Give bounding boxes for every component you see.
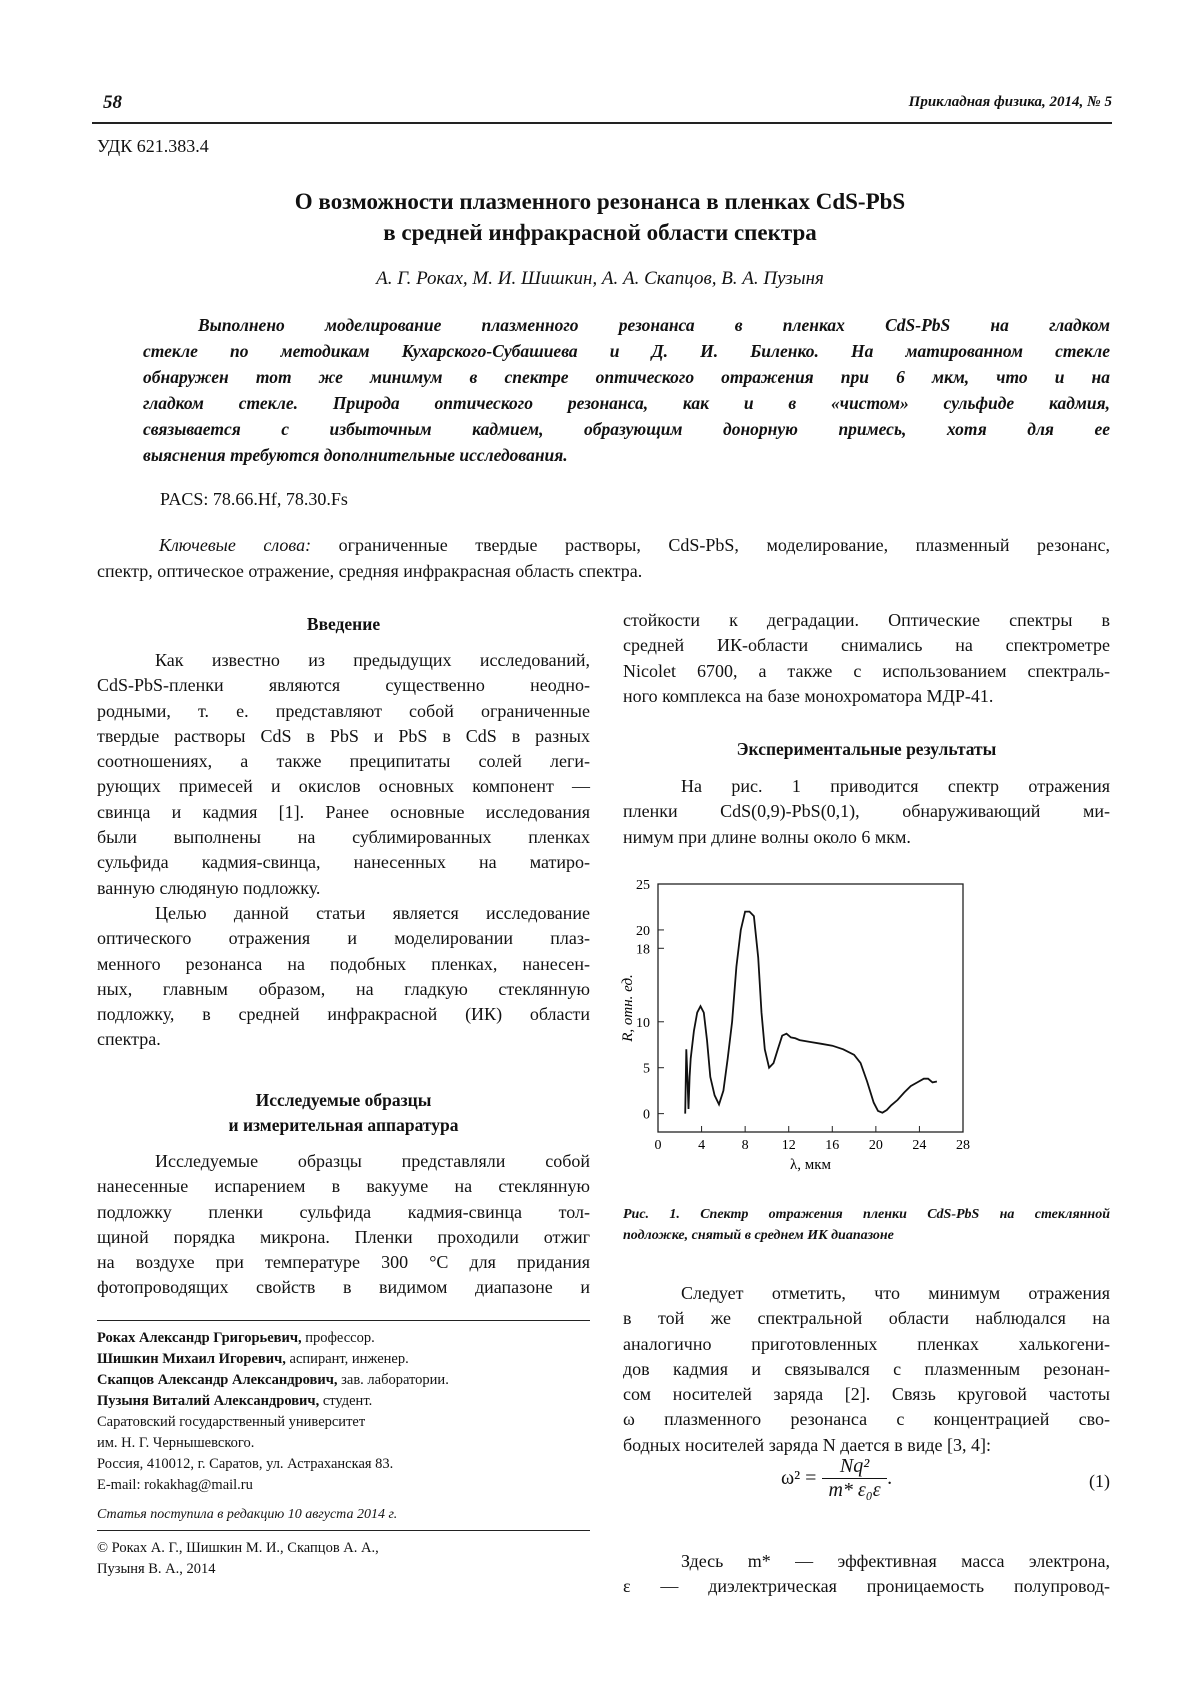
- author-footnote: [97, 1328, 590, 1525]
- text-line: средней ИК-области снимались на спектрометре: [623, 635, 1110, 656]
- caption-line: подложке, снятый в среднем ИК диапазоне: [623, 1228, 894, 1243]
- text-line: пленки CdS(0,9)-PbS(0,1), обнаруживающий ми-: [623, 801, 1110, 822]
- x-tick-label: 0: [654, 1138, 662, 1153]
- text-line: ванную слюдяную подложку.: [97, 877, 321, 898]
- text-line: щиной порядка микрона. Пленки проходили отжиг: [97, 1226, 590, 1247]
- x-tick-label: 20: [868, 1138, 883, 1153]
- author-role: студент.: [319, 1393, 373, 1409]
- text-line: свинца и кадмия [1]. Ранее основные исследования: [97, 801, 590, 822]
- keywords-line-1: [97, 532, 1110, 558]
- figure-caption: [623, 1204, 1110, 1246]
- reflection-spectrum-chart: [620, 878, 1080, 1190]
- y-tick-label: 25: [636, 878, 650, 893]
- y-tick-label: 10: [636, 1015, 650, 1031]
- continued-paragraph: [623, 608, 1110, 709]
- abstract: [143, 312, 1110, 468]
- results-paragraph: [623, 774, 1110, 850]
- text-line: бодных носителей заряда N дается в виде [3, 4]:: [623, 1434, 991, 1455]
- text-line: Исследуемые образцы представляли собой: [155, 1151, 590, 1171]
- authors: А. Г. Роках, М. И. Шишкин, А. А. Скапцов, В. А. Пузыня: [376, 268, 824, 289]
- keywords-line-2: спектр, оптическое отражение, средняя инфракрасная область спектра.: [97, 561, 643, 581]
- samples-heading: [97, 1088, 590, 1138]
- text-line: дов кадмия и связывался с плазменным резонан-: [623, 1358, 1110, 1379]
- footnote-author-2: [97, 1349, 590, 1370]
- text-line: соотношениях, а также преципитаты солей леги-: [97, 751, 590, 772]
- text-line: Целью данной статьи является исследование: [155, 902, 590, 923]
- samples-paragraph: [97, 1149, 590, 1301]
- text-line: оптического отражения и моделировании плаз-: [97, 928, 590, 949]
- abstract-line: Выполнено моделирование плазменного резонанса в пленках CdS-PbS на гладком: [198, 315, 1110, 335]
- address-line: Россия, 410012, г. Саратов, ул. Астраханская 83.: [97, 1456, 394, 1472]
- affiliation-line: Саратовский государственный университет: [97, 1414, 366, 1430]
- keywords-label: Ключевые слова:: [159, 535, 312, 555]
- abstract-line: стекле по методикам Кухарского-Субашиева и Д. И. Биленко. На матированном стекле: [143, 341, 1110, 361]
- title-line-2: в средней инфракрасной области спектра: [383, 220, 817, 245]
- plasma-frequency-formula: [780, 1455, 894, 1502]
- author-name: Шишкин Михаил Игоревич,: [97, 1351, 286, 1367]
- received-date: Статья поступила в редакцию 10 августа 2014 г.: [97, 1507, 398, 1522]
- text-line: рующих примесей и окислов основных компонент —: [97, 776, 590, 797]
- abstract-line: связывается с избыточным кадмием, образующим донорную примесь, хотя для ее: [143, 419, 1110, 439]
- header-rule: [92, 122, 1112, 124]
- series-line: [685, 912, 937, 1114]
- x-tick-label: 12: [781, 1138, 796, 1153]
- text-line: На рис. 1 приводится спектр отражения: [681, 776, 1110, 796]
- intro-paragraph: [97, 648, 590, 1053]
- x-tick-label: 16: [825, 1138, 840, 1153]
- copyright: [97, 1538, 590, 1580]
- footnote-author-3: [97, 1370, 590, 1391]
- author-role: зав. лаборатории.: [337, 1372, 449, 1388]
- author-name: Скапцов Александр Александрович,: [97, 1372, 338, 1388]
- text-line: на воздухе при температуре 300 °С для придания: [97, 1252, 590, 1273]
- footnote-author-4: [97, 1391, 590, 1412]
- text-line: нимум при длине волны около 6 мкм.: [623, 826, 911, 847]
- final-paragraph: [623, 1549, 1110, 1600]
- text-line: ного комплекса на базе монохроматора МДР-41.: [623, 685, 994, 706]
- y-tick-label: 20: [636, 923, 650, 939]
- copyright-line-1: © Роках А. Г., Шишкин М. И., Скапцов А. А.,: [97, 1540, 379, 1556]
- journal-title: Прикладная физика, 2014, № 5: [908, 94, 1112, 110]
- copyright-rule: [97, 1530, 590, 1531]
- x-axis-label: λ, мкм: [789, 1157, 832, 1173]
- text-line: нанесенные испарением в вакууме на стеклянную: [97, 1176, 590, 1197]
- text-line: родными, т. е. представляют собой ограниченные: [97, 700, 590, 721]
- formula-lhs: ω² =: [781, 1467, 817, 1489]
- y-tick-label: 0: [643, 1107, 650, 1123]
- equation-number: (1): [1089, 1471, 1110, 1491]
- abstract-line: гладком стекле. Природа оптического резонанса, как и в «чистом» сульфиде кадмия,: [143, 393, 1110, 413]
- footnote-rule: [97, 1320, 590, 1321]
- plot-frame: [658, 884, 963, 1132]
- text-line: в той же спектральной области наблюдался на: [623, 1308, 1110, 1329]
- affiliation-line: им. Н. Г. Чернышевского.: [97, 1435, 255, 1451]
- formula-numerator: Nq²: [822, 1455, 886, 1479]
- samples-heading-line-1: Исследуемые образцы: [255, 1090, 432, 1110]
- text-line: ω плазменного резонанса с концентрацией сво-: [623, 1409, 1110, 1430]
- text-line: Nicolet 6700, а также с использованием спектраль-: [623, 660, 1110, 681]
- discussion-paragraph: [623, 1281, 1110, 1458]
- text-line: ε — диэлектрическая проницаемость полупровод-: [623, 1576, 1110, 1597]
- x-tick-label: 8: [741, 1138, 749, 1153]
- text-line: фотопроводящих свойств в видимом диапазоне и: [97, 1277, 590, 1298]
- text-line: подложку, в средней инфракрасной (ИК) области: [97, 1004, 590, 1025]
- email-line: E-mail: rokakhag@mail.ru: [97, 1477, 253, 1493]
- text-line: сом носителей заряда [2]. Связь круговой частоты: [623, 1384, 1110, 1405]
- author-name: Роках Александр Григорьевич,: [97, 1330, 302, 1346]
- article-title: [150, 186, 1050, 248]
- author-role: аспирант, инженер.: [285, 1351, 409, 1367]
- text-line: спектра.: [97, 1029, 161, 1050]
- x-tick-label: 28: [956, 1138, 970, 1153]
- udk-code: УДК 621.383.4: [97, 136, 209, 156]
- text-line: стойкости к деградации. Оптические спектры в: [623, 610, 1110, 630]
- keywords-text-1: ограниченные твердые растворы, CdS-PbS, моделирование, плазменный резонанс,: [311, 535, 1110, 555]
- samples-heading-line-2: и измерительная аппаратура: [228, 1115, 459, 1135]
- copyright-line-2: Пузыня В. А., 2014: [97, 1561, 216, 1577]
- formula-table: [780, 1455, 894, 1502]
- text-line: Следует отметить, что минимум отражения: [681, 1283, 1110, 1303]
- x-tick-label: 4: [698, 1138, 706, 1153]
- footnote-author-1: [97, 1328, 590, 1349]
- y-tick-label: 5: [643, 1061, 650, 1077]
- author-name: Пузыня Виталий Александрович,: [97, 1393, 320, 1409]
- text-line: CdS-PbS-пленки являются существенно неодно-: [97, 675, 590, 696]
- text-line: Здесь m* — эффективная масса электрона,: [681, 1551, 1110, 1571]
- results-heading: Экспериментальные результаты: [736, 739, 997, 759]
- caption-line: Рис. 1. Спектр отражения пленки CdS-PbS на стеклянной: [623, 1207, 1110, 1222]
- abstract-line: обнаружен тот же минимум в спектре оптического отражения при 6 мкм, что и на: [143, 367, 1110, 387]
- text-line: подложку пленки сульфида кадмия-свинца тол-: [97, 1201, 590, 1222]
- text-line: ных, главным образом, на гладкую стеклянную: [97, 978, 590, 999]
- x-tick-label: 24: [912, 1138, 927, 1153]
- pacs-codes: PACS: 78.66.Hf, 78.30.Fs: [160, 489, 348, 509]
- y-tick-label: 18: [636, 942, 650, 958]
- text-line: менного резонанса на подобных пленках, нанесен-: [97, 953, 590, 974]
- formula-tail: .: [887, 1467, 893, 1489]
- intro-heading: Введение: [306, 614, 381, 634]
- text-line: были выполнены на сублимированных пленках: [97, 827, 590, 848]
- title-line-1: О возможности плазменного резонанса в пленках CdS-PbS: [294, 189, 906, 214]
- author-role: профессор.: [301, 1330, 375, 1346]
- text-line: сульфида кадмия-свинца, нанесенных на матиро-: [97, 852, 590, 873]
- formula-denominator: m* ε₀ε: [828, 1479, 881, 1501]
- text-line: аналогично приготовленных пленках халькогени-: [623, 1333, 1110, 1354]
- text-line: твердые растворы CdS в PbS и PbS в CdS в разных: [97, 725, 590, 746]
- page-number: 58: [103, 92, 122, 113]
- abstract-line: выяснения требуются дополнительные исследования.: [143, 445, 568, 465]
- text-line: Как известно из предыдущих исследований,: [155, 650, 590, 670]
- keywords: [97, 532, 1110, 584]
- y-axis-label: R, отн. ед.: [620, 974, 636, 1042]
